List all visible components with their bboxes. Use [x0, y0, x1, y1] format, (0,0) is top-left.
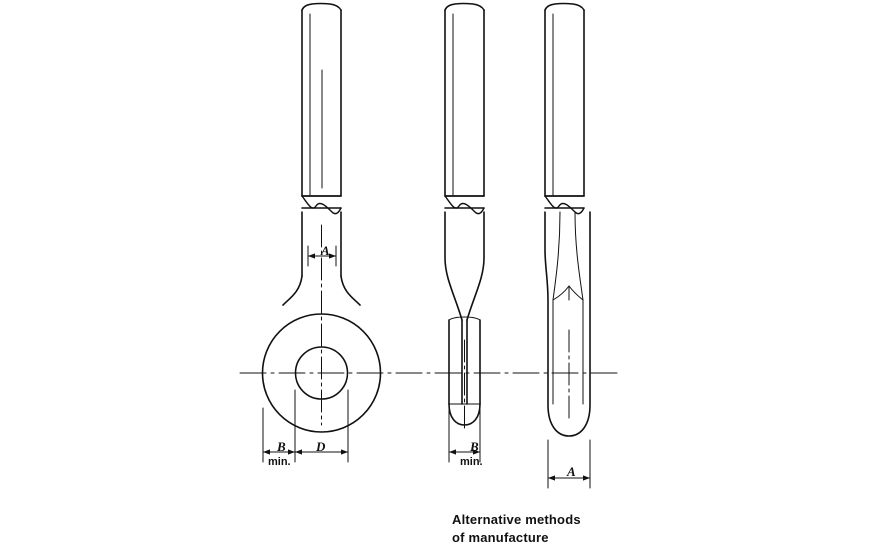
right-view-break-line: [545, 196, 584, 214]
dimension-label-B-left: B: [277, 439, 286, 454]
figure-caption-line-1: Alternative methods: [452, 512, 581, 527]
min-label-left: min.: [268, 456, 291, 468]
figure-caption-line-2: of manufacture: [452, 530, 549, 545]
left-view-upper-shank: [302, 4, 341, 197]
middle-view-upper-shank: [445, 4, 484, 197]
left-view-break-line: [302, 196, 341, 214]
dimension-label-A-top: A: [321, 243, 330, 258]
right-view-flattened-end: [545, 212, 590, 436]
dimension-label-A-right: A: [567, 464, 576, 479]
dimension-B-D-left: [263, 390, 348, 462]
dimension-label-D-left: D: [316, 439, 326, 454]
dimension-label-B-middle: B: [470, 439, 479, 454]
middle-view-break-line: [445, 196, 484, 214]
min-label-middle: min.: [460, 456, 483, 468]
right-view-upper-shank: [545, 4, 584, 197]
